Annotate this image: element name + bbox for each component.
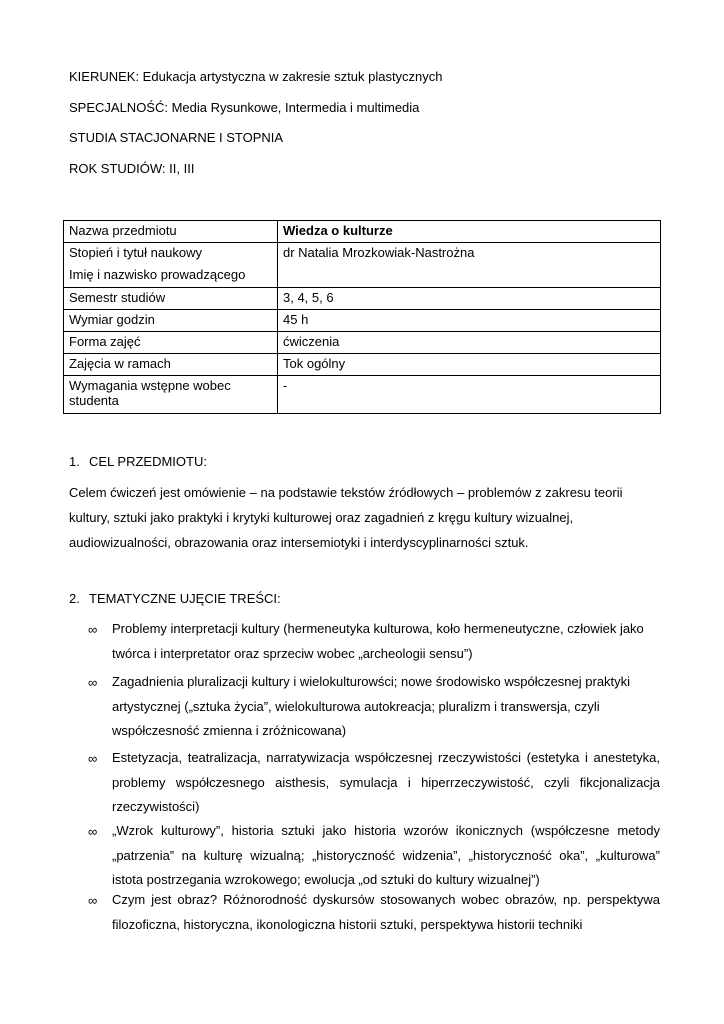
- row-label: Wymiar godzin: [64, 310, 278, 332]
- section-1-number: 1.: [69, 454, 80, 469]
- row-label: [64, 243, 278, 288]
- list-item: [88, 670, 660, 744]
- table-row: [64, 288, 661, 310]
- semester-value: 3, 4, 5, 6: [278, 288, 661, 310]
- row-label: Forma zajęć: [64, 332, 278, 354]
- specjalnosc-line: SPECJALNOŚĆ: Media Rysunkowe, Intermedia i multimedia: [69, 100, 420, 115]
- studia-line: STUDIA STACJONARNE I STOPNIA: [69, 130, 284, 145]
- row-label: Semestr studiów: [64, 288, 278, 310]
- row-label: Wymagania wstępne wobec studenta: [64, 376, 278, 414]
- infinity-bullet-icon: ∞: [88, 824, 98, 839]
- hours-value: 45 h: [278, 310, 661, 332]
- row-label-line1: Stopień i tytuł naukowy: [69, 245, 202, 260]
- instructor-value: dr Natalia Mrozkowiak-Nastrożna: [278, 243, 661, 288]
- row-label: Nazwa przedmiotu: [64, 221, 278, 243]
- prerequisites-value: -: [278, 376, 661, 414]
- list-item-text: Zagadnienia pluralizacji kultury i wielokulturowści; nowe środowisko współczesnej praktyki artystycznej („sztuka życia”, wielokulturowa autokreacja; pluralizm i transwersja, czyli współczesność zmienna i zróżnicowana): [112, 674, 631, 738]
- list-item: [88, 888, 660, 937]
- table-row: [64, 376, 661, 414]
- table-row: [64, 354, 661, 376]
- row-label: Zajęcia w ramach: [64, 354, 278, 376]
- section-2-number: 2.: [69, 591, 80, 606]
- infinity-bullet-icon: ∞: [88, 751, 98, 766]
- row-label-line2: Imię i nazwisko prowadzącego: [69, 267, 246, 282]
- section-2-title: TEMATYCZNE UJĘCIE TREŚCI:: [89, 591, 281, 606]
- list-item-text: Problemy interpretacji kultury (hermeneutyka kulturowa, koło hermeneutyczne, człowiek jako twórca i interpretator oraz sprzeciw wobec „archeologii sensu”): [112, 621, 644, 661]
- infinity-bullet-icon: ∞: [88, 675, 98, 690]
- section-1-title: CEL PRZEDMIOTU:: [89, 454, 207, 469]
- list-item: [88, 746, 660, 820]
- kierunek-line: KIERUNEK: Edukacja artystyczna w zakresie sztuk plastycznych: [69, 69, 443, 84]
- infinity-bullet-icon: ∞: [88, 622, 98, 637]
- list-item-text: „Wzrok kulturowy”, historia sztuki jako historia wzorów ikonicznych (współczesne metody „patrzenia” na kulturę wizualną; „historyczność widzenia”, „historyczność oka”, „kulturowa” istota postrzegania wzrokowego; ewolucja „od sztuki do kultury wizualnej”): [112, 823, 660, 887]
- course-name-value: Wiedza o kulturze: [278, 221, 661, 243]
- table-row: [64, 221, 661, 243]
- course-info-table: [63, 220, 661, 414]
- section-1-paragraph: Celem ćwiczeń jest omówienie – na podstawie tekstów źródłowych – problemów z zakresu teorii kultury, sztuki jako praktyki i krytyki kulturowej oraz zagadnień z kręgu kultury wizualnej, audiowizualności, obrazowania oraz intersemiotyki i interdyscyplinarności sztuk.: [69, 485, 623, 550]
- table-row: [64, 243, 661, 288]
- track-value: Tok ogólny: [278, 354, 661, 376]
- table-row: [64, 332, 661, 354]
- list-item-text: Czym jest obraz? Różnorodność dyskursów stosowanych wobec obrazów, np. perspektywa filozoficzna, historyczna, ikonologiczna historii sztuki, perspektywa historii techniki: [112, 892, 660, 932]
- table-row: [64, 310, 661, 332]
- class-form-value: ćwiczenia: [278, 332, 661, 354]
- rok-studiow-line: ROK STUDIÓW: II, III: [69, 161, 195, 176]
- section-1-heading: [69, 454, 207, 470]
- list-item: [88, 617, 660, 666]
- infinity-bullet-icon: ∞: [88, 893, 98, 908]
- list-item: [88, 819, 660, 893]
- section-2-heading: [69, 591, 281, 607]
- list-item-text: Estetyzacja, teatralizacja, narratywizacja współczesnej rzeczywistości (estetyka i anestetyka, problemy współczesnego aisthesis, symulacja i hiperrzeczywistość, czyli fikcjonalizacja rzeczywistości): [112, 750, 660, 814]
